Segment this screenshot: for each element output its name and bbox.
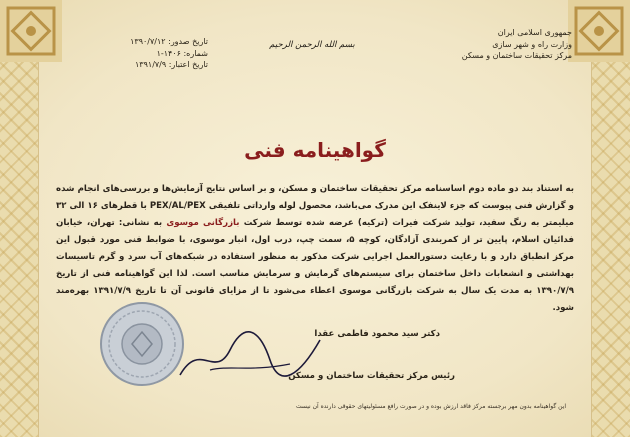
document-number-label: شماره:: [183, 48, 208, 58]
body-text-part2: به نشانی: تهران، خیابان فدائیان اسلام، پایین تر از کمربندی آزادگان، کوچه ۵، سمت چپ، درب اول، انبار موسوی، با ضوابط فنی مورد قبول این مرکز انطباق دارد و با رعایت دستورالعمل اجرایی شرکت مذکور به منظور استفاده در شبکه‌های آب سرد و گرم تاسیسات بهداشتی و انشعابات داخل ساختمان برای سیستم‌های گرمایش و سرمایش مناسب است. لذا این گواهینامه فنی از تاریخ ۱۳۹۰/۷/۹ به مدت یک سال به شرکت بازرگانی موسوی اعطاء می‌شود تا از مزایای قانونی آن تا تاریخ ۱۳۹۱/۷/۹ بهره‌مند شود.: [56, 218, 575, 313]
right-border-ornament: [591, 0, 630, 437]
issue-date: [68, 36, 208, 48]
body-text-part1: به استناد بند دو ماده دوم اساسنامه مرکز تحقیقات ساختمان و مسکن، و بر اساس نتایج آزمایش‌ها و بررسی‌های انجام شده و گزارش فنی پیوست که جزء لاینفک این مدرک می‌باشد، محصول لوله وارداتی تلفیقی PEX/AL/PEX با قطرهای ۱۶ الی ۳۲ میلیمتر به رنگ سفید، تولید شرکت فیرات (ترکیه) عرضه شده توسط شرکت: [56, 184, 574, 228]
company-name: بازرگانی موسوی: [166, 218, 240, 228]
validity-date-label: تاریخ اعتبار:: [168, 60, 208, 69]
issue-date-label: تاریخ صدور:: [168, 37, 208, 46]
ministry-name: وزارت راه و شهر سازی: [492, 39, 572, 49]
document-info: [68, 36, 208, 71]
country-name: جمهوری اسلامی ایران: [497, 28, 572, 37]
issuer-header: [402, 27, 572, 62]
certificate-body: [56, 181, 574, 317]
issue-date-value: ۱۳۹۰/۷/۱۲: [130, 37, 166, 46]
validity-date-value: ۱۳۹۱/۷/۹: [135, 60, 167, 69]
document-number: [68, 48, 208, 60]
corner-ornament-right-icon: [568, 0, 630, 62]
signatory-title: رئیس مرکز تحقیقات ساختمان و مسکن: [288, 371, 455, 381]
center-name: مرکز تحقیقات ساختمان و مسکن: [461, 51, 572, 60]
bismillah-calligraphy: بسم الله الرحمن الرحیم: [269, 40, 355, 50]
signatory-name: دکتر سید محمود فاطمی عقدا: [314, 329, 440, 339]
corner-ornament-left-icon: [0, 0, 62, 62]
document-number-value: ۱۴۰۶-۱: [156, 48, 181, 58]
footer-disclaimer: این گواهینامه بدون مهر برجسته مرکز فاقد ارزش بوده و در صورت رافع مسئولیتهای حقوقی دارنده آن نیست: [295, 403, 566, 410]
certificate-title: گواهینامه فنی: [244, 138, 386, 162]
validity-date: [68, 59, 208, 71]
left-border-ornament: [0, 0, 39, 437]
